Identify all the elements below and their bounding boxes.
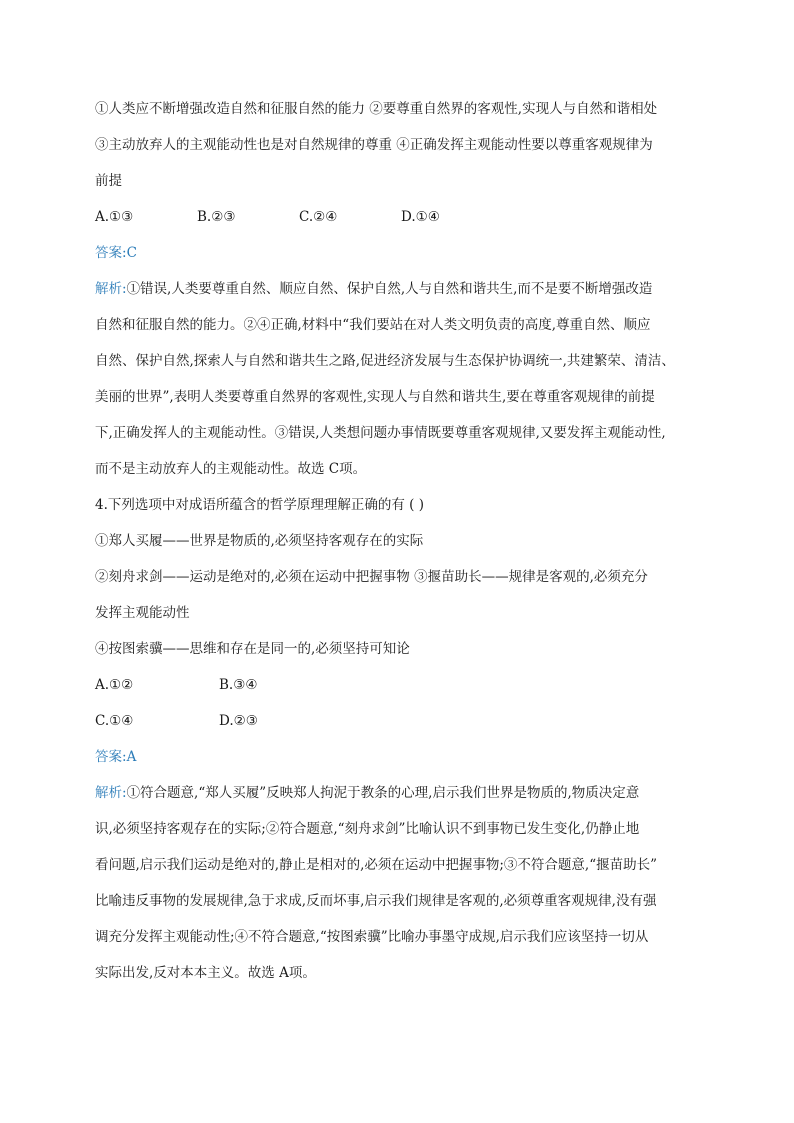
q4-option-b: B.③④ <box>219 677 258 693</box>
q3-analysis-line-1 <box>95 280 652 298</box>
q3-analysis-line-5: 下,正确发挥人的主观能动性。③错误,人类想问题办事情既要尊重客观规律,又要发挥主观能动性, <box>95 425 666 441</box>
q3-option-d: D.①④ <box>401 209 440 225</box>
q4-analysis-line-4: 比喻违反事物的发展规律,急于求成,反而坏事,启示我们规律是客观的,必须尊重客观规律,没有强 <box>95 893 657 909</box>
q3-analysis-text-1: ①错误,人类要尊重自然、顺应自然、保护自然,人与自然和谐共生,而不是要不断增强改造 <box>126 281 653 297</box>
q4-answer-value: A <box>126 749 137 765</box>
q4-analysis-text-1: ①符合题意,“郑人买履”反映郑人拘泥于教条的心理,启示我们世界是物质的,物质决定意 <box>126 785 640 801</box>
q4-option-c: C.①④ <box>95 713 134 729</box>
q4-option-d: D.②③ <box>219 713 258 729</box>
q4-analysis-label: 解析: <box>95 785 127 801</box>
q4-options-row-1 <box>95 676 343 694</box>
q3-analysis-label: 解析: <box>95 281 127 297</box>
q3-option-b: B.②③ <box>197 209 236 225</box>
q3-analysis-line-4: 美丽的世界”,表明人类要尊重自然界的客观性,实现人与自然和谐共生,要在尊重客观规律的前提 <box>95 389 655 405</box>
q4-statement-line-2: ②刻舟求剑——运动是绝对的,必须在运动中把握事物 ③揠苗助长——规律是客观的,必须充分 <box>95 569 648 585</box>
q3-statement-line-1: ①人类应不断增强改造自然和征服自然的能力 ②要尊重自然界的客观性,实现人与自然和谐相处 <box>95 101 658 117</box>
q4-statement-line-1: ①郑人买履——世界是物质的,必须坚持客观存在的实际 <box>95 533 424 549</box>
q4-statement-line-3: 发挥主观能动性 <box>95 605 190 621</box>
q4-option-a: A.①② <box>95 677 134 693</box>
q4-analysis-line-6: 实际出发,反对本本主义。故选 A项。 <box>95 965 316 981</box>
q3-answer-value: C <box>126 245 137 261</box>
q4-analysis-line-2: 识,必须坚持客观存在的实际;②符合题意,“刻舟求剑”比喻认识不到事物已发生变化,仍静止地 <box>95 821 640 837</box>
q4-answer-label: 答案: <box>95 749 127 765</box>
q3-answer-label: 答案: <box>95 245 127 261</box>
q4-analysis-line-3: 看问题,启示我们运动是绝对的,静止是相对的,必须在运动中把握事物;③不符合题意,“揠苗助长” <box>95 857 658 873</box>
q4-question: 4.下列选项中对成语所蕴含的哲学原理理解正确的有 ( ) <box>95 497 424 513</box>
q3-analysis-line-6: 而不是主动放弃人的主观能动性。故选 C项。 <box>95 461 367 477</box>
q3-answer <box>95 244 137 262</box>
q3-statement-line-3: 前提 <box>95 173 122 189</box>
q3-analysis-line-3: 自然、保护自然,探索人与自然和谐共生之路,促进经济发展与生态保护协调统一,共建繁荣、清洁、 <box>95 353 675 369</box>
q3-option-a: A.①③ <box>95 209 134 225</box>
q3-statement-line-2: ③主动放弃人的主观能动性也是对自然规律的尊重 ④正确发挥主观能动性要以尊重客观规律为 <box>95 137 653 153</box>
q4-analysis-line-5: 调充分发挥主观能动性;④不符合题意,“按图索骥”比喻办事墨守成规,启示我们应该坚持一切从 <box>95 929 649 945</box>
q4-answer <box>95 748 136 766</box>
q3-option-c: C.②④ <box>299 209 338 225</box>
q4-options-row-2 <box>95 712 343 730</box>
q3-options <box>95 208 503 226</box>
q3-analysis-line-2: 自然和征服自然的能力。②④正确,材料中“我们要站在对人类文明负责的高度,尊重自然、顺应 <box>95 317 651 333</box>
q4-statement-line-4: ④按图索骥——思维和存在是同一的,必须坚持可知论 <box>95 641 410 657</box>
q4-analysis-line-1 <box>95 784 639 802</box>
